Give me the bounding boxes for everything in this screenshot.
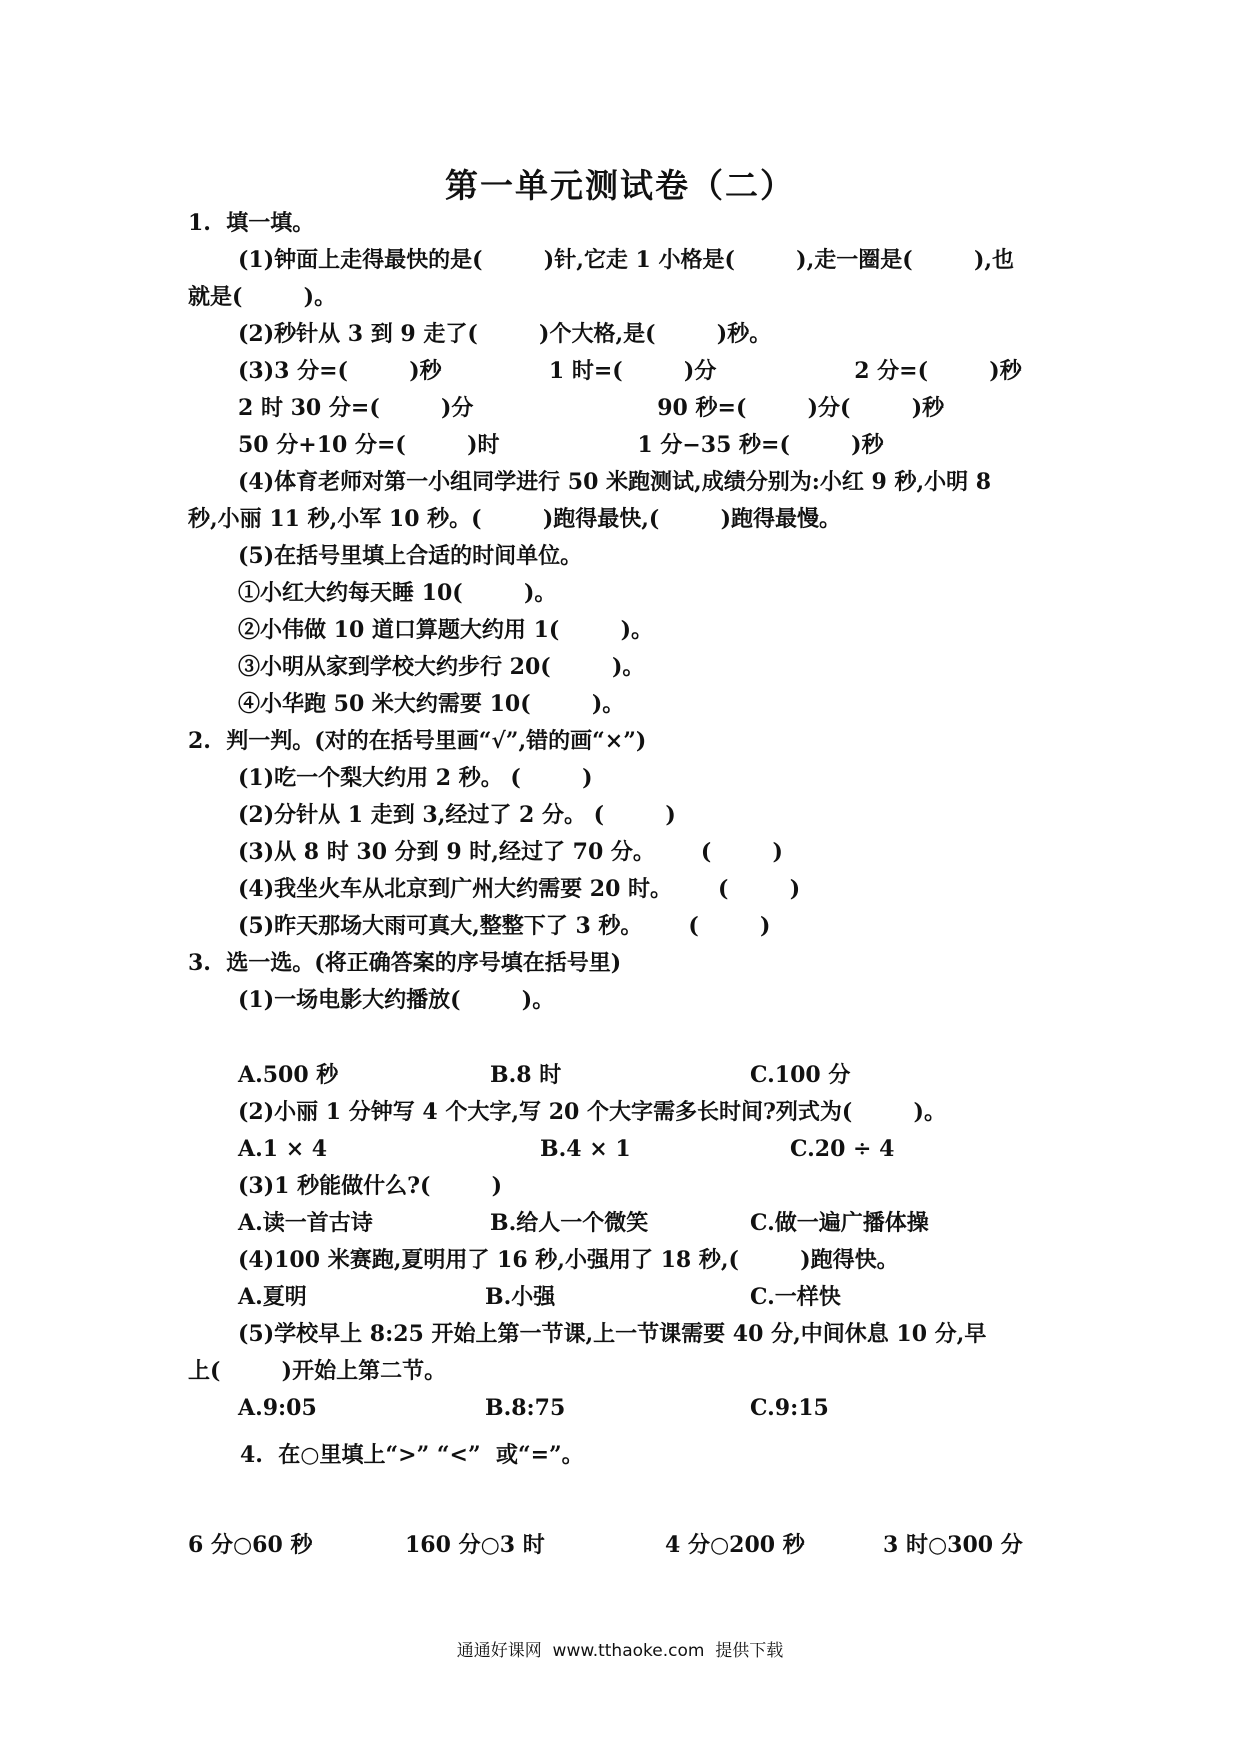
question-3-2: (2)小丽 1 分钟写 4 个大字,写 20 个大字需多长时间?列式为( )。 [238,1099,946,1125]
question-1-2: (2)秒针从 3 到 9 走了( )个大格,是( )秒。 [238,321,772,347]
question-1-5-item3: ③小明从家到学校大约步行 20( )。 [238,654,645,680]
section-2-heading: 2. 判一判。(对的在括号里画“√”,错的画“×”) [188,728,647,754]
option-3-1-c: C.100 分 [750,1062,851,1088]
question-2-4: (4)我坐火车从北京到广州大约需要 20 时。 ( ) [238,876,801,902]
question-3-4: (4)100 米赛跑,夏明用了 16 秒,小强用了 18 秒,( )跑得快。 [238,1247,899,1273]
section-1-heading: 1. 填一填。 [188,210,315,236]
question-3-5: (5)学校早上 8:25 开始上第一节课,上一节课需要 40 分,中间休息 10 分,早 [238,1321,987,1347]
option-3-5-b: B.8:75 [485,1395,566,1421]
question-1-5-item1: ①小红大约每天睡 10( )。 [238,580,557,606]
compare-item-2: 160 分○3 时 [405,1532,545,1558]
option-3-1-b: B.8 时 [490,1062,562,1088]
option-3-4-c: C.一样快 [750,1284,841,1310]
option-3-5-a: A.9:05 [238,1395,317,1421]
question-3-5-cont: 上( )开始上第二节。 [188,1358,447,1384]
page-title: 第一单元测试卷（二） [445,166,795,205]
question-1-3-row3: 50 分+10 分=( )时 1 分−35 秒=( )秒 [238,432,884,458]
section-3-heading: 3. 选一选。(将正确答案的序号填在括号里) [188,950,622,976]
question-2-2: (2)分针从 1 走到 3,经过了 2 分。 ( ) [238,802,676,828]
question-2-3: (3)从 8 时 30 分到 9 时,经过了 70 分。 ( ) [238,839,783,865]
section-4-heading: 4. 在○里填上“>” “<” 或“=”。 [240,1442,584,1468]
option-3-3-c: C.做一遍广播体操 [750,1210,929,1236]
question-1-1: (1)钟面上走得最快的是( )针,它走 1 小格是( ),走一圈是( ),也 [238,247,1015,273]
question-3-1: (1)一场电影大约播放( )。 [238,987,555,1013]
option-3-2-c: C.20 ÷ 4 [790,1136,895,1162]
question-1-1-cont: 就是( )。 [188,284,337,310]
question-1-3-row1: (3)3 分=( )秒 1 时=( )分 2 分=( )秒 [238,358,1022,384]
option-3-1-a: A.500 秒 [238,1062,339,1088]
question-2-1: (1)吃一个梨大约用 2 秒。 ( ) [238,765,593,791]
option-3-5-c: C.9:15 [750,1395,829,1421]
question-1-3-row2: 2 时 30 分=( )分 90 秒=( )分( )秒 [238,395,945,421]
option-3-2-b: B.4 × 1 [540,1136,631,1162]
question-1-4-cont: 秒,小丽 11 秒,小军 10 秒。( )跑得最快,( )跑得最慢。 [188,506,842,532]
question-2-5: (5)昨天那场大雨可真大,整整下了 3 秒。 ( ) [238,913,771,939]
compare-item-3: 4 分○200 秒 [665,1532,805,1558]
question-1-4: (4)体育老师对第一小组同学进行 50 米跑测试,成绩分别为:小红 9 秒,小明 8 [238,469,992,495]
question-1-5-item4: ④小华跑 50 米大约需要 10( )。 [238,691,625,717]
option-3-3-a: A.读一首古诗 [238,1210,373,1236]
question-3-3: (3)1 秒能做什么?( ) [238,1173,503,1199]
compare-item-1: 6 分○60 秒 [188,1532,313,1558]
option-3-4-b: B.小强 [485,1284,556,1310]
compare-item-4: 3 时○300 分 [883,1532,1023,1558]
footer-source: 通通好课网 www.tthaoke.com 提供下载 [456,1641,784,1661]
question-1-5: (5)在括号里填上合适的时间单位。 [238,543,583,569]
option-3-3-b: B.给人一个微笑 [490,1210,649,1236]
option-3-2-a: A.1 × 4 [238,1136,328,1162]
option-3-4-a: A.夏明 [238,1284,307,1310]
question-1-5-item2: ②小伟做 10 道口算题大约用 1( )。 [238,617,653,643]
